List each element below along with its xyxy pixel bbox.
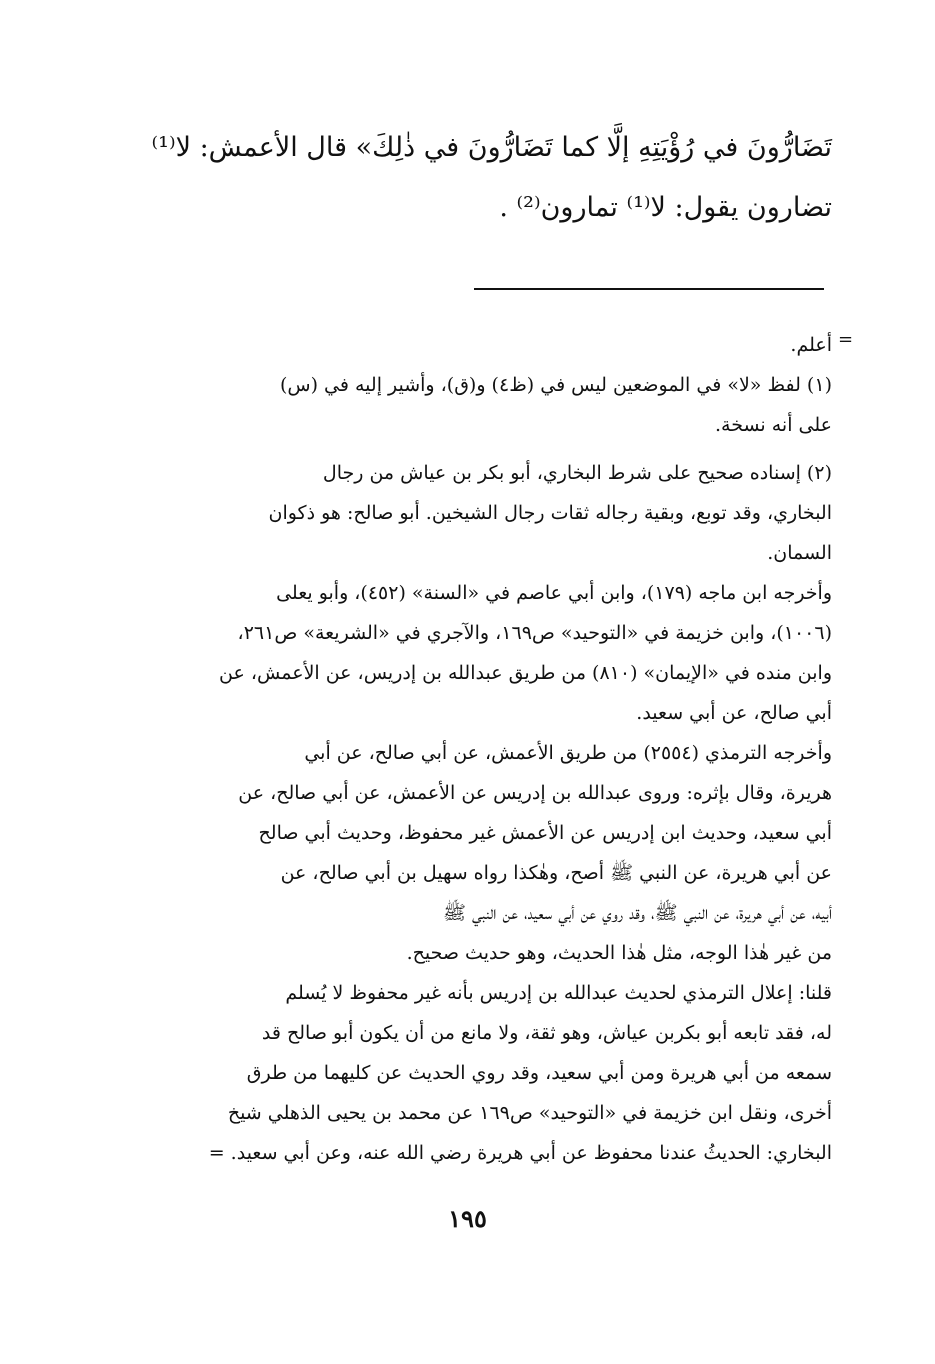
footnote-line: وأخرجه ابن ماجه (١٧٩)، وابن أبي عاصم في «السنة» (٤٥٢)، وأبو يعلى (276, 582, 832, 604)
footnote-divider (474, 288, 824, 290)
footnote-line: قلنا: إعلال الترمذي لحديث عبدالله بن إدريس بأنه غير محفوظ لا يُسلم (285, 982, 832, 1004)
footnote-line: على أنه نسخة. (714, 414, 832, 436)
footnote-line: أخرى، ونقل ابن خزيمة في «التوحيد» ص١٦٩ عن محمد بن يحيى الذهلي شيخ (227, 1102, 832, 1124)
footnote-line: (١٠٠٦)، وابن خزيمة في «التوحيد» ص١٦٩، والآجري في «الشريعة» ص٢٦١، (237, 622, 832, 644)
footnote-line: وأخرجه الترمذي (٢٥٥٤) من طريق الأعمش، عن أبي صالح، عن أبي (304, 742, 832, 764)
footnote-line: من غير هٰذا الوجه، مثل هٰذا الحديث، وهو حديث صحيح. (406, 942, 832, 964)
footnote-line: سمعه من أبي هريرة ومن أبي سعيد، وقد روي الحديث عن كليهما من طرق (246, 1062, 832, 1084)
footnote-line: أبي صالح، عن أبي سعيد. (636, 702, 832, 724)
footnote-2-paragraph (120, 573, 832, 733)
footnote-line: أبيه، عن أبي هريرة، عن النبي ﷺ، وقد روي عن أبي سعيد، عن النبي ﷺ (442, 902, 832, 924)
footnote-line: عن أبي هريرة، عن النبي ﷺ أصح، وهٰكذا رواه سهيل بن أبي صالح، عن (280, 862, 832, 884)
footnote-1 (120, 365, 832, 445)
footnote-line: (١) لفظ «لا» في الموضعين ليس في (ظ٤) و(ق)، وأشير إليه في (س) (279, 374, 832, 396)
footnote-continuation (120, 325, 832, 365)
footnote-line: هريرة، وقال بإثره: وروى عبدالله بن إدريس عن الأعمش، عن أبي صالح، عن (238, 782, 832, 804)
footnote-line: وابن منده في «الإيمان» (٨١٠) من طريق عبدالله بن إدريس، عن الأعمش، عن (219, 662, 832, 684)
footnote-2 (120, 453, 832, 573)
footnote-line: البخاري: الحديثُ عندنا محفوظ عن أبي هريرة رضي الله عنه، وعن أبي سعيد. = (208, 1142, 832, 1164)
footnote-line: أعلم. (790, 334, 832, 356)
footnote-line: السمان. (767, 542, 832, 564)
footnote-2-paragraph (120, 733, 832, 973)
footnote-line: أبي سعيد، وحديث ابن إدريس عن الأعمش غير محفوظ، وحديث أبي صالح (258, 822, 832, 844)
footnote-line: البخاري، وقد توبع، وبقية رجاله ثقات رجال الشيخين. أبو صالح: هو ذكوان (268, 502, 832, 524)
page-number: ١٩٥ (448, 1204, 487, 1233)
footnote-2-paragraph (120, 973, 832, 1173)
main-text-line: تضارون يقول: لا⁽¹⁾ تمارون⁽²⁾ . (499, 192, 832, 223)
footnote-line: له، فقد تابعه أبو بكربن عياش، وهو ثقة، ولا مانع من أن يكون أبو صالح قد (261, 1022, 832, 1044)
continuation-mark: = (838, 329, 854, 350)
main-text-block (120, 118, 832, 238)
footnote-line: (٢) إسناده صحيح على شرط البخاري، أبو بكر بن عياش من رجال (322, 462, 832, 484)
footnotes-block (120, 325, 832, 1173)
main-text-line: تَضَارُّونَ في رُؤْيَتِهِ إلَّا كما تَضَارُّونَ في ذٰلِكَ» قال الأعمش: لا⁽¹⁾ (151, 132, 832, 163)
